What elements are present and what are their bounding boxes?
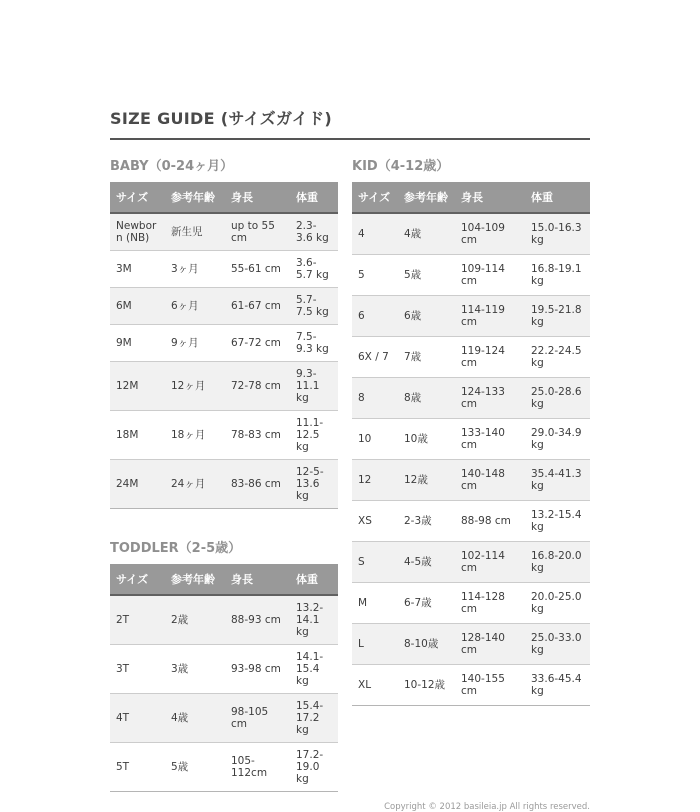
weight-cell: 16.8-20.0 kg <box>525 542 590 583</box>
size-cell: 5T <box>110 743 165 792</box>
weight-cell: 12-5-13.6 kg <box>290 460 338 509</box>
age-cell: 5歳 <box>165 743 225 792</box>
section-toddler <box>110 537 338 792</box>
weight-cell: 20.0-25.0 kg <box>525 583 590 624</box>
weight-cell: 3.6-5.7 kg <box>290 251 338 288</box>
size-cell: L <box>352 624 398 665</box>
age-cell: 24ヶ月 <box>165 460 225 509</box>
table-row <box>110 288 338 325</box>
age-cell: 10歳 <box>398 419 455 460</box>
size-cell: 4T <box>110 694 165 743</box>
column-header-height: 身長 <box>225 182 290 213</box>
table-header-row <box>352 182 590 213</box>
table-row <box>352 460 590 501</box>
size-cell: S <box>352 542 398 583</box>
height-cell: 61-67 cm <box>225 288 290 325</box>
size-cell: 9M <box>110 325 165 362</box>
weight-cell: 2.3-3.6 kg <box>290 213 338 251</box>
size-cell: 3T <box>110 645 165 694</box>
weight-cell: 19.5-21.8 kg <box>525 296 590 337</box>
section-heading-kid: KID（4-12歳） <box>352 159 450 174</box>
copyright-text: Copyright © 2012 basileia.jp All rights reserved. <box>384 802 590 812</box>
height-cell: 105-112cm <box>225 743 290 792</box>
age-cell: 8-10歳 <box>398 624 455 665</box>
size-cell: 10 <box>352 419 398 460</box>
table-row <box>110 362 338 411</box>
weight-cell: 9.3-11.1 kg <box>290 362 338 411</box>
column-header-weight: 体重 <box>290 564 338 595</box>
size-cell: 5 <box>352 255 398 296</box>
toddler-size-table <box>110 564 338 792</box>
table-header-row <box>110 182 338 213</box>
height-cell: 88-93 cm <box>225 595 290 645</box>
age-cell: 6ヶ月 <box>165 288 225 325</box>
height-cell: 119-124 cm <box>455 337 525 378</box>
table-row <box>110 213 338 251</box>
height-cell: 88-98 cm <box>455 501 525 542</box>
height-cell: 140-155 cm <box>455 665 525 706</box>
height-cell: 124-133 cm <box>455 378 525 419</box>
height-cell: 114-128 cm <box>455 583 525 624</box>
height-cell: 72-78 cm <box>225 362 290 411</box>
weight-cell: 15.4-17.2 kg <box>290 694 338 743</box>
height-cell: 102-114 cm <box>455 542 525 583</box>
left-column <box>110 140 338 792</box>
size-cell: M <box>352 583 398 624</box>
column-header-age: 参考年齢 <box>398 182 455 213</box>
toddler-table-body <box>110 595 338 792</box>
table-row <box>352 501 590 542</box>
age-cell: 12ヶ月 <box>165 362 225 411</box>
age-cell: 8歳 <box>398 378 455 419</box>
size-cell: 6X / 7 <box>352 337 398 378</box>
height-cell: 78-83 cm <box>225 411 290 460</box>
age-cell: 4-5歳 <box>398 542 455 583</box>
height-cell: 67-72 cm <box>225 325 290 362</box>
size-cell: 4 <box>352 213 398 255</box>
column-header-age: 参考年齢 <box>165 182 225 213</box>
size-cell: 2T <box>110 595 165 645</box>
size-cell: 12 <box>352 460 398 501</box>
size-cell: Newborn (NB) <box>110 213 165 251</box>
height-cell: 140-148 cm <box>455 460 525 501</box>
column-header-size: サイズ <box>352 182 398 213</box>
height-cell: 133-140 cm <box>455 419 525 460</box>
age-cell: 10-12歳 <box>398 665 455 706</box>
weight-cell: 15.0-16.3 kg <box>525 213 590 255</box>
table-row <box>110 694 338 743</box>
height-cell: 104-109 cm <box>455 213 525 255</box>
size-cell: XL <box>352 665 398 706</box>
height-cell: 109-114 cm <box>455 255 525 296</box>
size-cell: 24M <box>110 460 165 509</box>
column-header-weight: 体重 <box>290 182 338 213</box>
table-row <box>352 378 590 419</box>
age-cell: 新生児 <box>165 213 225 251</box>
section-heading-baby: BABY（0-24ヶ月） <box>110 159 234 174</box>
age-cell: 2歳 <box>165 595 225 645</box>
table-row <box>110 743 338 792</box>
age-cell: 5歳 <box>398 255 455 296</box>
right-column <box>352 140 590 706</box>
age-cell: 3ヶ月 <box>165 251 225 288</box>
two-column-layout <box>110 140 590 792</box>
baby-table-body <box>110 213 338 509</box>
size-cell: 6 <box>352 296 398 337</box>
weight-cell: 33.6-45.4 kg <box>525 665 590 706</box>
weight-cell: 7.5-9.3 kg <box>290 325 338 362</box>
weight-cell: 16.8-19.1 kg <box>525 255 590 296</box>
age-cell: 4歳 <box>165 694 225 743</box>
column-header-size: サイズ <box>110 182 165 213</box>
table-row <box>352 542 590 583</box>
size-cell: 12M <box>110 362 165 411</box>
column-header-height: 身長 <box>455 182 525 213</box>
age-cell: 6歳 <box>398 296 455 337</box>
weight-cell: 14.1-15.4 kg <box>290 645 338 694</box>
section-kid <box>352 155 590 706</box>
size-cell: 3M <box>110 251 165 288</box>
height-cell: 55-61 cm <box>225 251 290 288</box>
weight-cell: 13.2-14.1 kg <box>290 595 338 645</box>
table-row <box>110 325 338 362</box>
table-row <box>110 645 338 694</box>
weight-cell: 13.2-15.4 kg <box>525 501 590 542</box>
column-header-weight: 体重 <box>525 182 590 213</box>
height-cell: 93-98 cm <box>225 645 290 694</box>
baby-size-table <box>110 182 338 509</box>
kid-table-body <box>352 213 590 706</box>
weight-cell: 35.4-41.3 kg <box>525 460 590 501</box>
table-header-row <box>110 564 338 595</box>
column-header-age: 参考年齢 <box>165 564 225 595</box>
table-row <box>352 296 590 337</box>
size-cell: 8 <box>352 378 398 419</box>
weight-cell: 29.0-34.9 kg <box>525 419 590 460</box>
age-cell: 6-7歳 <box>398 583 455 624</box>
page-title: SIZE GUIDE (サイズガイド) <box>110 106 590 140</box>
table-row <box>110 595 338 645</box>
height-cell: 98-105 cm <box>225 694 290 743</box>
weight-cell: 25.0-33.0 kg <box>525 624 590 665</box>
table-row <box>352 255 590 296</box>
table-row <box>110 411 338 460</box>
table-row <box>352 583 590 624</box>
table-row <box>110 460 338 509</box>
column-header-height: 身長 <box>225 564 290 595</box>
age-cell: 2-3歳 <box>398 501 455 542</box>
table-row <box>352 337 590 378</box>
weight-cell: 25.0-28.6 kg <box>525 378 590 419</box>
age-cell: 9ヶ月 <box>165 325 225 362</box>
section-baby <box>110 155 338 509</box>
column-header-size: サイズ <box>110 564 165 595</box>
age-cell: 18ヶ月 <box>165 411 225 460</box>
age-cell: 3歳 <box>165 645 225 694</box>
height-cell: 83-86 cm <box>225 460 290 509</box>
table-row <box>352 419 590 460</box>
section-heading-toddler: TODDLER（2-5歳） <box>110 541 242 556</box>
height-cell: up to 55 cm <box>225 213 290 251</box>
weight-cell: 17.2-19.0 kg <box>290 743 338 792</box>
table-row <box>110 251 338 288</box>
kid-size-table <box>352 182 590 706</box>
size-cell: 18M <box>110 411 165 460</box>
table-row <box>352 624 590 665</box>
height-cell: 114-119 cm <box>455 296 525 337</box>
table-row <box>352 665 590 706</box>
size-cell: 6M <box>110 288 165 325</box>
weight-cell: 5.7-7.5 kg <box>290 288 338 325</box>
weight-cell: 22.2-24.5 kg <box>525 337 590 378</box>
height-cell: 128-140 cm <box>455 624 525 665</box>
weight-cell: 11.1-12.5 kg <box>290 411 338 460</box>
table-row <box>352 213 590 255</box>
age-cell: 4歳 <box>398 213 455 255</box>
content-area <box>110 106 590 812</box>
age-cell: 12歳 <box>398 460 455 501</box>
age-cell: 7歳 <box>398 337 455 378</box>
size-cell: XS <box>352 501 398 542</box>
